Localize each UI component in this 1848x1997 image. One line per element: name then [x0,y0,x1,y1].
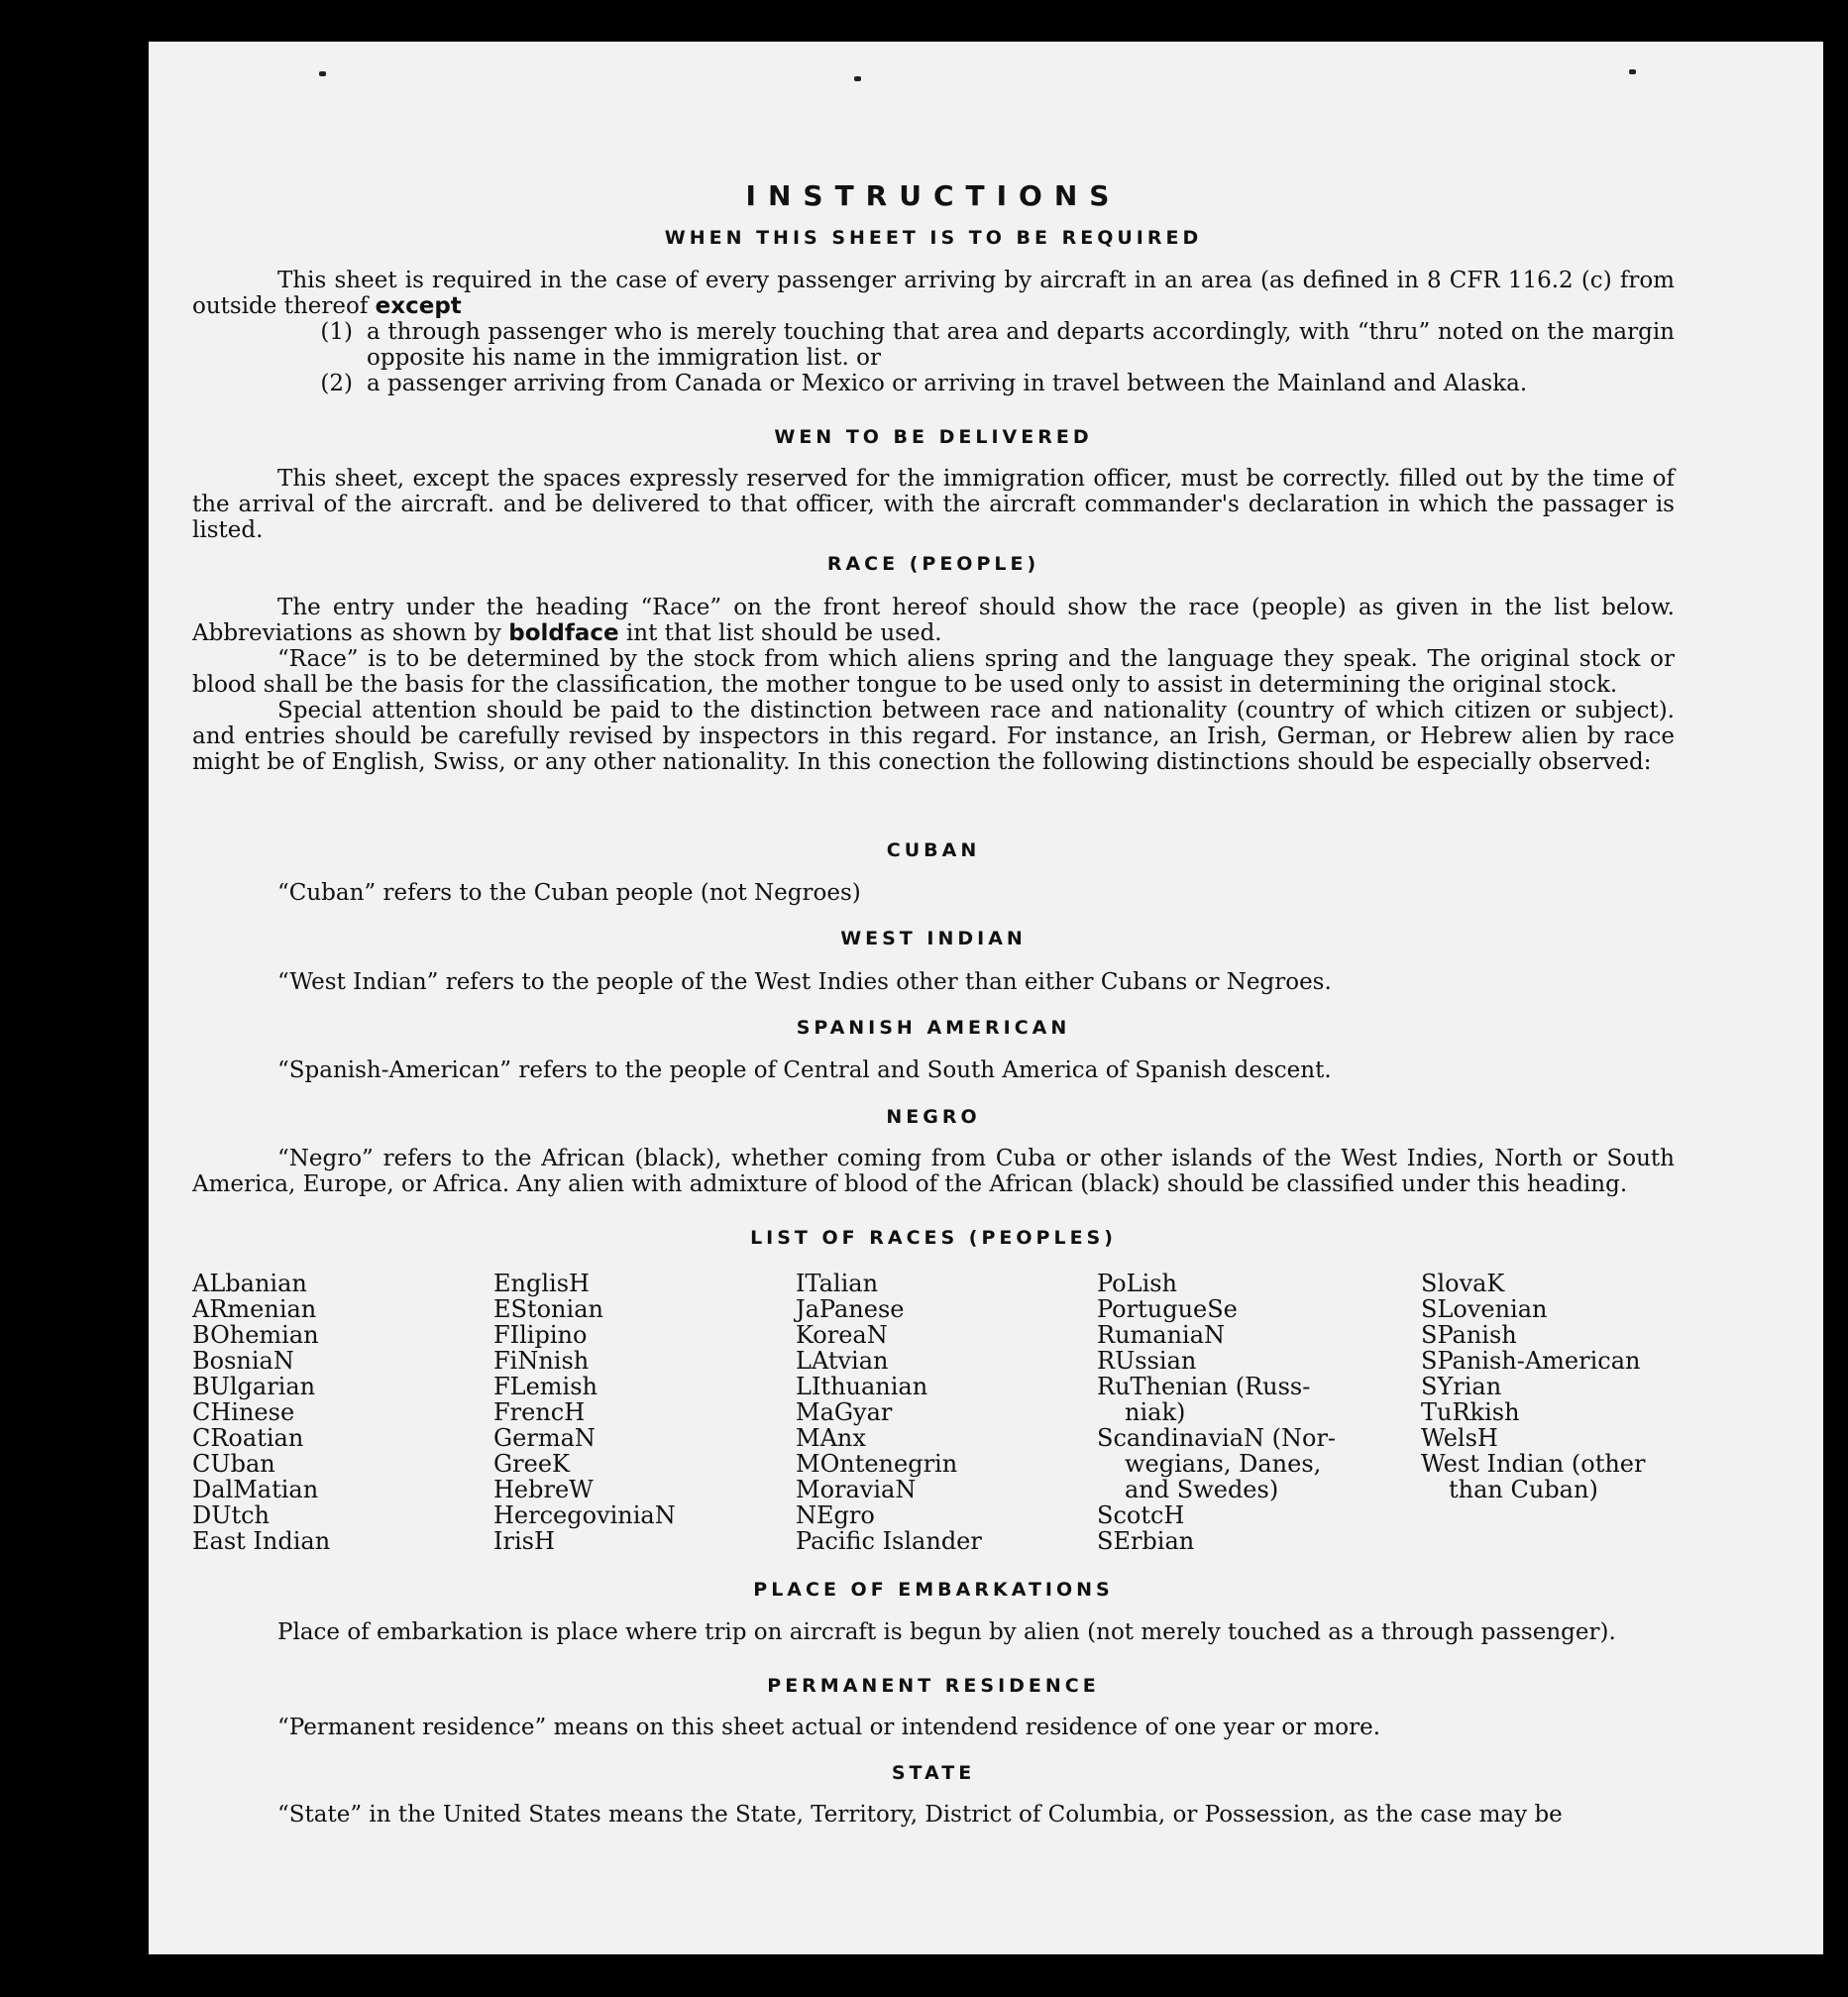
race-item: KoreaN [796,1321,888,1349]
race-item: HebreW [493,1476,594,1503]
race-item: ALbanian [192,1270,307,1297]
race-item: MoraviaN [796,1476,917,1503]
heading-list-of-races: LIST OF RACES (PEOPLES) [750,1227,1117,1249]
race-item: SPanish-American [1421,1347,1641,1375]
heading-embarkation: PLACE OF EMBARKATIONS [753,1579,1114,1601]
state-text: “State” in the United States means the State, Territory, District of Columbia, or Possession, as the case may be [277,1802,1563,1828]
race-item: RumaniaN [1097,1321,1226,1349]
race-item: CRoatian [192,1424,304,1452]
required-intro: This sheet is required in the case of every passenger arriving by aircraft in an area (as defined in 8 CFR 116.2 (c) from outside thereof [192,268,1675,319]
section-required-text [192,268,1675,396]
delivered-text: This sheet, except the spaces expressly reserved for the immigration officer, must be correctly. filled out by the time of the arrival of the aircraft. and be delivered to that officer, with the aircraft commander's declaration in which the passager is listed. [192,466,1675,543]
race-item: HercegoviniaN [493,1501,676,1529]
race-bold-word: boldface [508,620,619,646]
race-item: wegians, Danes, [1125,1450,1322,1478]
heading-spanish-american: SPANISH AMERICAN [796,1017,1071,1039]
embarkation-text: Place of embarkation is place where trip on aircraft is begun by alien (not merely touched as a through passenger). [277,1619,1616,1645]
heading-when-delivered: WEN TO BE DELIVERED [774,426,1093,448]
race-item: CHinese [192,1398,295,1426]
heading-when-required: WHEN THIS SHEET IS TO BE REQUIRED [664,227,1203,249]
race-item: GermaN [493,1424,596,1452]
heading-race: RACE (PEOPLE) [826,553,1040,575]
list-item: (1) a through passenger who is merely touching that area and departs accordingly, with “thru” noted on the margin opposite his name in the immigration list. or [320,319,1675,371]
race-item: WelsH [1421,1424,1498,1452]
races-column-2 [493,1271,796,1554]
heading-permanent-residence: PERMANENT RESIDENCE [767,1675,1100,1697]
heading-negro: NEGRO [886,1106,981,1128]
heading-cuban: CUBAN [886,839,981,861]
race-item: JaPanese [796,1295,905,1323]
race-item: West Indian (other [1421,1450,1646,1478]
race-item: SErbian [1097,1527,1195,1555]
race-item: than Cuban) [1449,1476,1598,1503]
race-item: CUban [192,1450,275,1478]
race-item: FrencH [493,1398,586,1426]
race-item: IrisH [493,1527,555,1555]
race-item: ARmenian [192,1295,317,1323]
race-item: MAnx [796,1424,866,1452]
race-item: ScandinaviaN (Nor- [1097,1424,1337,1452]
race-item: BosniaN [192,1347,294,1375]
race-item: SLovenian [1421,1295,1548,1323]
race-item: PortugueSe [1097,1295,1238,1323]
race-item: MOntenegrin [796,1450,958,1478]
race-item: ITalian [796,1270,879,1297]
race-item: GreeK [493,1450,570,1478]
west-indian-text: “West Indian” refers to the people of the West Indies other than either Cubans or Negroes. [277,969,1332,995]
document-page [149,42,1823,1954]
race-item: SYrian [1421,1373,1502,1400]
race-item: niak) [1125,1398,1186,1426]
race-item: and Swedes) [1125,1476,1279,1503]
list-item: (2) a passenger arriving from Canada or Mexico or arriving in travel between the Mainland and Alaska. [320,371,1528,396]
page-title: INSTRUCTIONS [745,179,1122,212]
race-item: ScotcH [1097,1501,1185,1529]
cuban-text: “Cuban” refers to the Cuban people (not Negroes) [277,880,861,906]
races-column-1 [192,1271,493,1554]
race-item: EnglisH [493,1270,590,1297]
heading-west-indian: WEST INDIAN [840,928,1027,949]
residence-text: “Permanent residence” means on this sheet actual or intendend residence of one year or more. [277,1715,1381,1740]
race-item: BUlgarian [192,1373,316,1400]
punch-mark [319,71,326,76]
race-item: EStonian [493,1295,603,1323]
race-item: LIthuanian [796,1373,928,1400]
race-item: RuThenian (Russ- [1097,1373,1311,1400]
punch-mark [854,76,861,81]
races-column-5 [1421,1271,1675,1554]
races-column-4 [1097,1271,1421,1554]
required-intro-bold: except [375,293,462,319]
section-race-text: The entry under the heading “Race” on the front hereof should show the race (people) as given in the list below. Abbreviations as shown by boldface int that list should be used. “Race” is to be determined by the stock from which aliens spring and the language they speak. The original stock or blood shall be the basis for the classification, the mother tongue to be used only to assist in determining the original stock. Special attention should be paid to the distinction between race and nationality (country of which citizen or subject). and entries should be carefully revised by inspectors in this regard. For instance, an Irish, German, or Hebrew alien by race might be of English, Swiss, or any other nationality. In this conection the following distinctions should be especially observed: [192,595,1675,775]
punch-mark [1629,69,1636,74]
race-item: DUtch [192,1501,271,1529]
heading-state: STATE [891,1762,976,1784]
races-column-3 [796,1271,1097,1554]
negro-text: “Negro” refers to the African (black), whether coming from Cuba or other islands of the West Indies, North or South America, Europe, or Africa. Any alien with admixture of blood of the African (black) should be classified under this heading. [192,1146,1675,1197]
race-item: TuRkish [1421,1398,1520,1426]
race-item: East Indian [192,1527,331,1555]
spanish-american-text: “Spanish-American” refers to the people of Central and South America of Spanish descent. [277,1057,1332,1083]
race-item: FIlipino [493,1321,588,1349]
race-item: FiNnish [493,1347,590,1375]
race-item: MaGyar [796,1398,893,1426]
race-item: PoLish [1097,1270,1178,1297]
race-item: SPanish [1421,1321,1517,1349]
race-item: Pacific Islander [796,1527,982,1555]
race-item: BOhemian [192,1321,319,1349]
races-list [192,1271,1675,1554]
race-item: DalMatian [192,1476,319,1503]
race-item: NEgro [796,1501,875,1529]
race-item: RUssian [1097,1347,1197,1375]
race-item: FLemish [493,1373,598,1400]
race-item: LAtvian [796,1347,889,1375]
race-item: SlovaK [1421,1270,1505,1297]
